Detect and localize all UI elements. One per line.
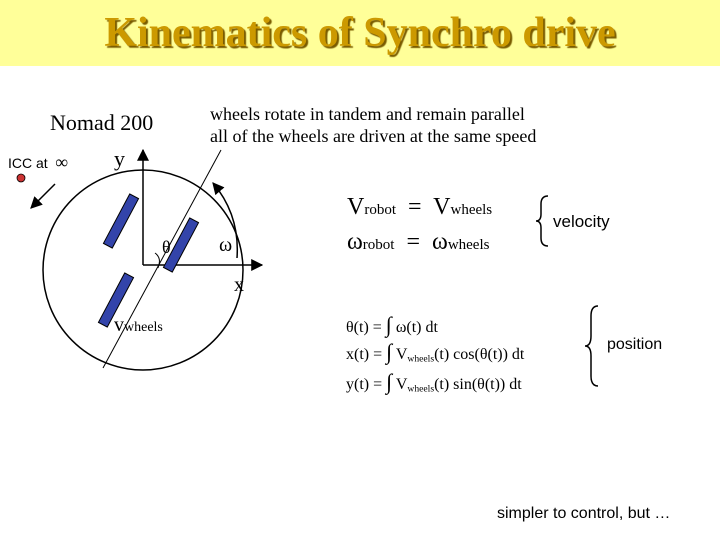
icc-arrow	[31, 184, 55, 208]
omega-robot-symbol: ω	[347, 229, 363, 255]
description-line-1: wheels rotate in tandem and remain parallel	[210, 104, 525, 124]
wheels-subscript: wheels	[407, 353, 435, 365]
icc-label	[8, 152, 68, 173]
description-line-2: all of the wheels are driven at the same speed	[210, 126, 537, 146]
position-equation-theta	[346, 312, 438, 338]
integral-sign: ∫	[386, 339, 393, 364]
v-symbol: v	[114, 314, 124, 336]
theta-label: θ	[162, 237, 171, 257]
velocity-label: velocity	[553, 212, 610, 231]
infinity-symbol: ∞	[55, 152, 69, 172]
velocity-brace	[536, 196, 548, 246]
v-robot-symbol: V	[347, 194, 365, 220]
omega-wheels-subscript: wheels	[447, 237, 490, 253]
position-equation-x	[346, 339, 524, 365]
omega-robot-subscript: robot	[362, 237, 395, 253]
x-lhs: x(t) =	[346, 346, 387, 363]
footer-note: simpler to control, but …	[497, 505, 671, 522]
x-axis-label: x	[234, 274, 244, 296]
theta-lhs: θ(t) =	[346, 319, 386, 336]
v-subscript: wheels	[124, 320, 163, 335]
theta-integrand: ω(t) dt	[391, 319, 438, 336]
x-integrand: (t) cos(θ(t)) dt	[434, 346, 525, 363]
wheels-subscript: wheels	[407, 383, 435, 395]
y-axis-label: y	[114, 146, 125, 171]
velocity-equation-2	[347, 229, 489, 256]
y-integrand: (t) sin(θ(t)) dt	[434, 376, 522, 393]
v-wheels-subscript: wheels	[450, 202, 493, 218]
equals-sign: =	[408, 194, 422, 220]
omega-wheels-symbol: ω	[432, 229, 448, 255]
icc-point	[17, 174, 25, 182]
equals-sign: =	[406, 229, 421, 255]
v-robot-subscript: robot	[364, 202, 397, 218]
omega-label: ω	[219, 234, 233, 256]
velocity-equation-1	[347, 194, 492, 221]
v-symbol: V	[392, 376, 408, 393]
position-equation-y	[346, 369, 522, 395]
position-brace	[585, 306, 598, 386]
y-lhs: y(t) =	[346, 376, 387, 393]
robot-name: Nomad 200	[50, 110, 154, 135]
integral-sign: ∫	[385, 312, 392, 337]
wheel-top-left	[103, 194, 138, 248]
wheel-velocity-label	[114, 314, 163, 337]
icc-text: ICC at	[8, 155, 48, 171]
v-wheels-symbol: V	[433, 194, 451, 220]
slide-title: Kinematics of Synchro drive	[104, 10, 616, 56]
integral-sign: ∫	[386, 369, 393, 394]
v-symbol: V	[392, 346, 408, 363]
position-label: position	[607, 336, 663, 353]
